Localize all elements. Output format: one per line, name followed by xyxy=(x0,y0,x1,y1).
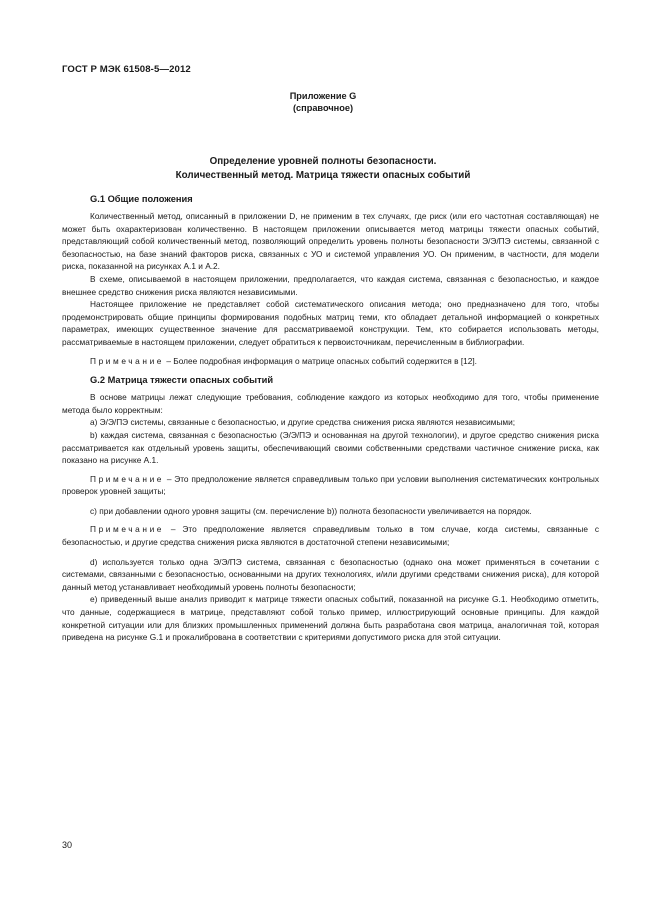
document-body xyxy=(62,193,599,644)
list-item-c: с) при добавлении одного уровня защиты (см. перечисление b)) полнота безопасности увеличивается на порядок. xyxy=(90,505,532,516)
list-item-a: а) Э/Э/ПЭ системы, связанные с безопасностью, и другие средства снижения риска являются независимыми; xyxy=(90,417,516,428)
note-text: – Это предположение является справедливым только при условии выполнения систематических контрольных проверок уровней защиты; xyxy=(62,473,599,497)
page-number: 30 xyxy=(62,840,73,850)
paragraph: Количественный метод, описанный в приложении D, не применим в тех случаях, где риск (или его частотная составляющая) не может быть охарактеризован количественно. В настоящем приложении описывается метод матрицы тяжести опасных событий, представляющий собой количественный метод, позволяющий определить уровень полноты безопасности Э/Э/ПЭ системы, связанной с безопасностью, на базе знаний факторов риска, связанных с УО и системой управления УО. Он применим, в частности, для модели риска, показанной на рисунках А.1 и А.2. xyxy=(62,211,599,272)
paragraph: В схеме, описываемой в настоящем приложении, предполагается, что каждая система, связанная с безопасностью, и каждое внешнее средство снижения риска являются независимыми. xyxy=(62,273,599,297)
appendix-heading xyxy=(62,90,584,114)
note-label: Примечание xyxy=(90,473,165,484)
note xyxy=(62,355,599,368)
paragraph: В основе матрицы лежат следующие требования, соблюдение каждого из которых необходимо для того, чтобы применение метода было корректным: xyxy=(62,392,599,415)
note-text: – Более подробная информация о матрице опасных событий содержится в [12]. xyxy=(166,355,477,366)
note-text: – Это предположение является справедливым только в том случае, когда системы, связанные с безопасностью, и другие средства снижения риска являются в достаточной степени независимыми; xyxy=(62,524,599,548)
note xyxy=(62,473,599,498)
list-item-e: е) приведенный выше анализ приводит к матрице тяжести опасных событий, показанной на рисунке G.1. Необходимо отметить, что данные, содержащиеся в матрице, представляют собой только пример, иллюстрирующий основные принципы. Для каждой конкретной ситуации или для близких промышленных применений должна быть разработана своя матрица, аналогичная той, которая приведена на рисунке G.1 и прокалибрована в соответствии с критериями допустимого риска для этой ситуации. xyxy=(62,594,599,643)
appendix-title: Приложение G xyxy=(289,91,357,101)
note-label: Примечание xyxy=(90,355,165,366)
document-title xyxy=(62,155,584,183)
section-heading-matrix: G.2 Матрица тяжести опасных событий xyxy=(90,375,274,386)
list-item-b: b) каждая система, связанная с безопасностью (Э/Э/ПЭ и основанная на другой технологии), и другое средство снижения риска рассматривается как отдельный уровень защиты, обеспечивающий своими собственными средствами частичное снижение риска, как показано на рисунке А.1. xyxy=(62,429,599,466)
title-line-2: Количественный метод. Матрица тяжести опасных событий xyxy=(175,170,471,181)
title-line-1: Определение уровней полноты безопасности. xyxy=(209,156,437,167)
note-label: Примечание xyxy=(90,524,165,535)
appendix-type: (справочное) xyxy=(292,103,353,113)
standard-header: ГОСТ Р МЭК 61508-5—2012 xyxy=(62,64,191,75)
section-heading-general: G.1 Общие положения xyxy=(90,194,193,204)
paragraph: Настоящее приложение не представляет собой систематического описания метода; оно предназначено для того, чтобы продемонстрировать общие принципы формирования подобных матриц теми, кто обладает детальной информацией о конкретных параметрах, имеющих существенное значение для рассматриваемой конструкции. Тем, кто собирается использовать методы, рассматриваемые в настоящем приложении, следует обратиться к первоисточникам, перечисленным в библиографии. xyxy=(62,299,599,347)
note xyxy=(62,523,599,548)
list-item-d: d) используется только одна Э/Э/ПЭ система, связанная с безопасностью (однако она может применяться в сочетании с системами, связанными с безопасностью, основанными на других технологиях, и/или другими средствами снижения риска), для которой данный метод устанавливает необходимый уровень полноты безопасности; xyxy=(62,556,599,592)
